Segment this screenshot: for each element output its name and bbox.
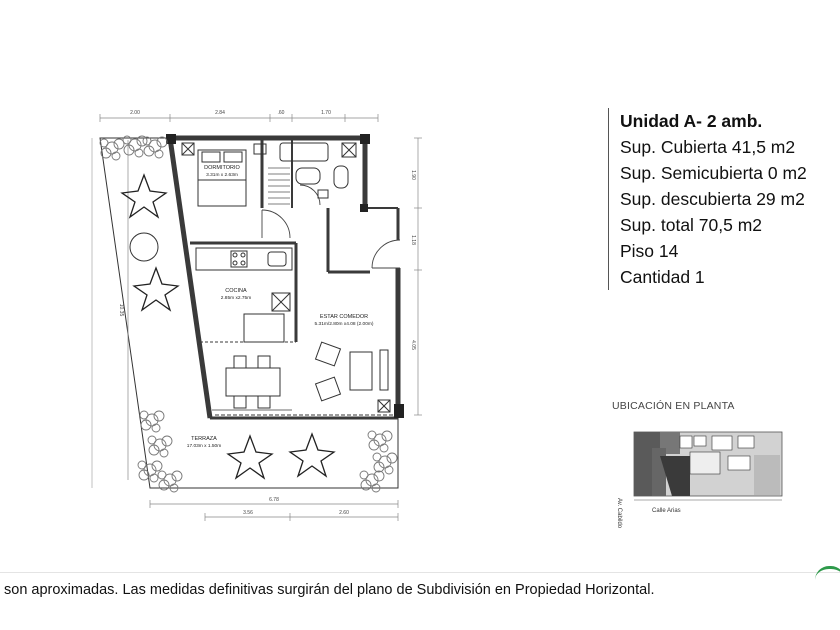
footer-disclaimer: son aproximadas. Las medidas definitivas surgirán del plano de Subdivisión en Propiedad Horizontal. (4, 582, 655, 598)
street-calle-arias: Calle Arias (652, 508, 681, 514)
room-size-cocina: 2.85m x2.75m (220, 296, 252, 301)
dim-top-2: 2.84 (215, 110, 225, 116)
location-key-plan (616, 432, 782, 529)
location-title: UBICACIÓN EN PLANTA (612, 400, 735, 412)
bathroom (280, 143, 348, 198)
dim-bottom-1: 3.56 (243, 510, 253, 516)
dim-left: 10.35 (118, 303, 124, 317)
dim-right-2: 1.18 (410, 235, 416, 245)
room-size-dormitorio: 3.31m x 2.63m (206, 173, 238, 178)
dim-top-1: 2.00 (130, 110, 140, 116)
column-markers (182, 143, 390, 412)
dim-right-1: 1.90 (410, 170, 416, 180)
kitchen-counter (196, 248, 292, 342)
dimension-labels (118, 110, 416, 516)
unit-title: Unidad A- 2 amb. (620, 111, 763, 131)
unit-info-total: Sup. total 70,5 m2 (620, 215, 763, 235)
room-label-cocina: COCINA (225, 288, 247, 294)
living-furniture (316, 342, 388, 401)
unit-info-floor: Piso 14 (620, 241, 679, 261)
dim-bottom-total: 6.78 (269, 497, 279, 503)
room-size-estar: 5.31m/2.80m x4.08 (2.00m) (314, 322, 374, 327)
brand-accent-arc (815, 566, 840, 583)
room-label-terraza: TERRAZA (191, 436, 217, 442)
closet (268, 168, 290, 204)
room-labels (187, 165, 374, 449)
unit-info-covered: Sup. Cubierta 41,5 m2 (620, 137, 796, 157)
room-label-estar: ESTAR COMEDOR (319, 314, 369, 320)
unit-info-panel (608, 108, 807, 290)
unit-info-semicovered: Sup. Semicubierta 0 m2 (620, 163, 807, 183)
street-av-cabildo: Av. Cabildo (616, 498, 622, 529)
unit-info-uncovered: Sup. descubierta 29 m2 (620, 189, 805, 209)
room-label-dormitorio: DORMITORIO (204, 165, 240, 171)
terrace-furniture (122, 175, 334, 478)
doors (262, 185, 400, 268)
dining-table (226, 356, 280, 408)
dim-top-4: 1.70 (321, 110, 331, 116)
room-size-terraza: 17.03m x 1.50m (186, 444, 222, 449)
footer-divider (0, 572, 840, 573)
unit-info-quantity: Cantidad 1 (620, 267, 705, 287)
dim-top-3: .60 (277, 110, 285, 116)
dim-bottom-2: 2.60 (339, 510, 349, 516)
dim-right-3: 4.05 (410, 340, 416, 350)
